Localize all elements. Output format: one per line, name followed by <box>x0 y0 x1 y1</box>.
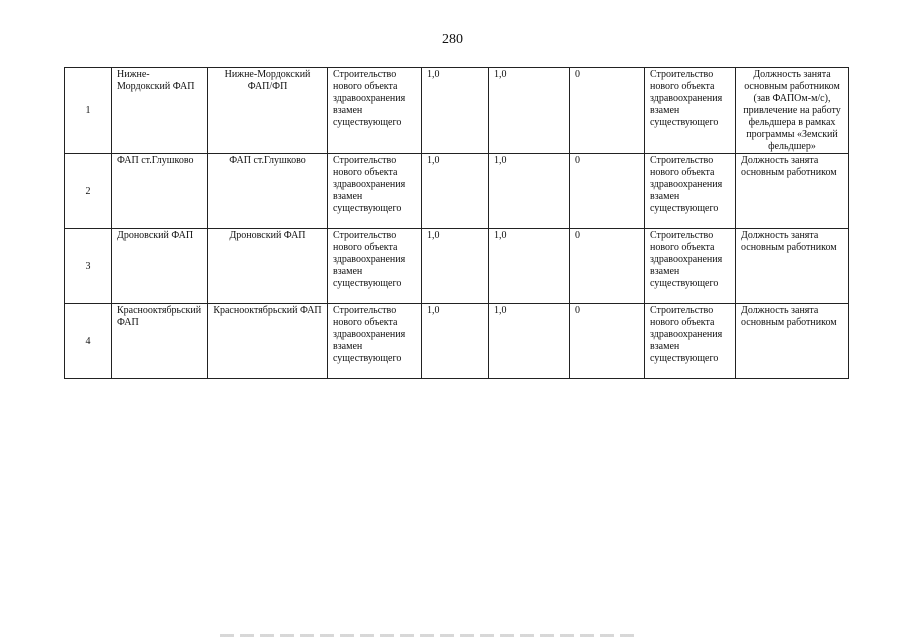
facility-unit: Краснооктябрьский ФАП <box>208 304 328 379</box>
planned-action: Строительство нового объекта здравоохранения взамен существующего <box>328 154 422 229</box>
facilities-table <box>64 67 849 379</box>
value-2: 1,0 <box>489 68 570 154</box>
value-3: 0 <box>570 154 645 229</box>
staffing-note: Должность занята основным работником (зав ФАПОм-м/с), привлечение на работу фельдшера в рамках программы «Земский фельдшер» <box>736 68 849 154</box>
facility-name: Дроновский ФАП <box>112 229 208 304</box>
facility-name: Нижне-Мордокский ФАП <box>112 68 208 154</box>
staffing-note: Должность занята основным работником <box>736 154 849 229</box>
row-number: 3 <box>65 229 112 304</box>
planned-action-2: Строительство нового объекта здравоохранения взамен существующего <box>645 154 736 229</box>
row-number: 2 <box>65 154 112 229</box>
row-number: 1 <box>65 68 112 154</box>
staffing-note: Должность занята основным работником <box>736 229 849 304</box>
planned-action-2: Строительство нового объекта здравоохранения взамен существующего <box>645 304 736 379</box>
value-2: 1,0 <box>489 154 570 229</box>
value-2: 1,0 <box>489 229 570 304</box>
table-row <box>65 68 849 154</box>
table-row <box>65 229 849 304</box>
planned-action: Строительство нового объекта здравоохранения взамен существующего <box>328 229 422 304</box>
value-1: 1,0 <box>422 304 489 379</box>
facility-unit: Нижне-Мордокский ФАП/ФП <box>208 68 328 154</box>
value-2: 1,0 <box>489 304 570 379</box>
planned-action-2: Строительство нового объекта здравоохранения взамен существующего <box>645 229 736 304</box>
value-3: 0 <box>570 68 645 154</box>
facility-unit: ФАП ст.Глушково <box>208 154 328 229</box>
value-1: 1,0 <box>422 154 489 229</box>
staffing-note: Должность занята основным работником <box>736 304 849 379</box>
facility-name: ФАП ст.Глушково <box>112 154 208 229</box>
value-1: 1,0 <box>422 229 489 304</box>
planned-action: Строительство нового объекта здравоохранения взамен существующего <box>328 68 422 154</box>
planned-action-2: Строительство нового объекта здравоохранения взамен существующего <box>645 68 736 154</box>
facility-unit: Дроновский ФАП <box>208 229 328 304</box>
value-3: 0 <box>570 304 645 379</box>
planned-action: Строительство нового объекта здравоохранения взамен существующего <box>328 304 422 379</box>
facility-name: Краснооктябрьский ФАП <box>112 304 208 379</box>
scan-artifact <box>220 634 640 637</box>
row-number: 4 <box>65 304 112 379</box>
table-row <box>65 154 849 229</box>
value-1: 1,0 <box>422 68 489 154</box>
page-number: 280 <box>442 32 463 47</box>
table-row <box>65 304 849 379</box>
value-3: 0 <box>570 229 645 304</box>
